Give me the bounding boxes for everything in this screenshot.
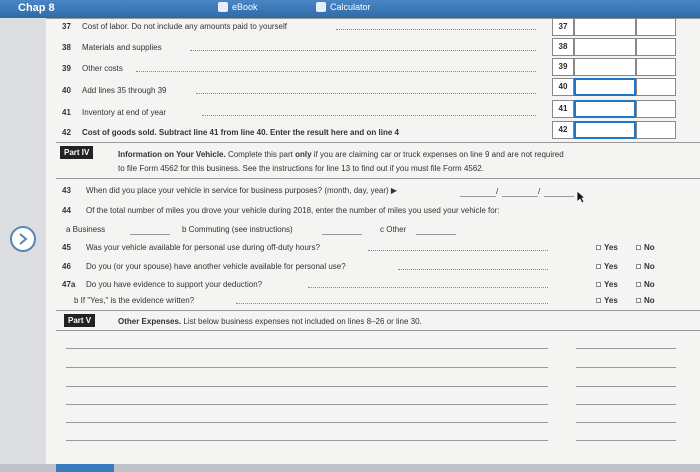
q47b-text: b If "Yes," is the evidence written? [74,296,195,305]
line-40-input[interactable] [574,78,636,96]
part-4-title: Information on Your Vehicle. [118,150,226,159]
bottom-button[interactable] [56,464,114,472]
checkbox-icon[interactable] [596,245,601,250]
q43-text: When did you place your vehicle in service for business purposes? (month, day, year) ▶ [86,186,398,195]
line-37-input[interactable] [574,18,636,36]
q45-no[interactable]: No [636,243,655,252]
part-4-label: Part IV [60,146,93,159]
box-number: 38 [552,38,574,56]
q47a-text: Do you have evidence to support your deduction? [86,280,263,289]
expense-line[interactable] [66,348,548,349]
part-5-title: Other Expenses. [118,317,182,326]
expense-line[interactable] [66,367,548,368]
q47a-no[interactable]: No [636,280,655,289]
q43-month-field[interactable] [460,196,496,197]
q43-year-field[interactable] [544,196,574,197]
line-text: Cost of labor. Do not include any amounts paid to yourself [82,22,288,31]
part-4-desc-b: only [295,150,312,159]
expense-amount-line[interactable] [576,422,676,423]
calculator-tab[interactable] [316,2,371,12]
q44-text: Of the total number of miles you drove your vehicle during 2018, enter the number of miles you used your vehicle for: [86,206,500,215]
line-text: Inventory at end of year [82,108,167,117]
ebook-label: eBook [232,2,258,12]
line-42-input[interactable] [574,121,636,139]
q44c-label: c Other [380,225,407,234]
q44c-other-field[interactable] [416,234,456,235]
q44a-label: a Business [66,225,106,234]
calculator-label: Calculator [330,2,371,12]
expense-amount-line[interactable] [576,386,676,387]
chapter-title: Chap 8 [18,2,55,14]
q44b-commuting-field[interactable] [322,234,362,235]
expense-amount-line[interactable] [576,440,676,441]
expense-line[interactable] [66,386,548,387]
line-text: Add lines 35 through 39 [82,86,167,95]
checkbox-icon[interactable] [636,264,641,269]
checkbox-icon[interactable] [636,245,641,250]
chevron-right-icon [18,233,28,245]
checkbox-icon[interactable] [596,264,601,269]
line-number: 37 [62,22,71,31]
q43-number: 43 [62,186,71,195]
line-41-cents[interactable] [636,100,676,118]
q46-no[interactable]: No [636,262,655,271]
q44b-label: b Commuting (see instructions) [182,225,293,234]
q46-number: 46 [62,262,71,271]
q46-text: Do you (or your spouse) have another vehicle available for personal use? [86,262,346,271]
checkbox-icon[interactable] [636,298,641,303]
part-5-label: Part V [64,314,95,327]
box-number: 42 [552,121,574,139]
line-number: 41 [62,108,71,117]
bottom-bar [0,464,700,472]
ebook-tab[interactable] [218,2,258,12]
q45-yes[interactable]: Yes [596,243,618,252]
part-5-header [118,317,422,326]
expense-amount-line[interactable] [576,367,676,368]
expense-line[interactable] [66,440,548,441]
line-40-cents[interactable] [636,78,676,96]
box-number: 37 [552,18,574,36]
form-paper: 37 Cost of labor. Do not include any amounts paid to yourself 37 38 Materials and supplies 38 39 Other costs 39 40 Add lines 35 through 39 40 41 Inventory at end of year 41 42 Cost of goods sold. Subtract line 41 from line 40. Enter the result here and on line 4 42 Part IV Information on Your Vehicle. Complete this part only if you are claiming car or truck expenses on line 9 and are not required to file Form 4562 for this business. See the instructions for line 13 to find out if you must file Form 4562. 43 When did you place your vehicle in service for business purposes? (month, day, year) ▶ / / 44 Of the total number of miles you drove your vehicle during 2018, enter the number of miles you used your vehicle for: a Business b Commuting (see instructions) c Other 45 Was your vehicle available for personal use during off-duty hours? Yes No 46 Do you (or your spouse) have another vehicle available for personal use? Yes No 47a Do you have evidence to support your deduction? Yes No b If "Yes," is the evidence written? Yes No Part V Other Expenses. List below business expenses not included on lines 8–26 or line 30. [46,18,700,464]
checkbox-icon[interactable] [636,282,641,287]
calculator-icon [316,2,326,12]
q47b-no[interactable]: No [636,296,655,305]
line-number: 42 [62,128,71,137]
part-4-desc-2: to file Form 4562 for this business. See the instructions for line 13 to find out if you must file Form 4562. [118,164,484,173]
expense-amount-line[interactable] [576,404,676,405]
line-number: 40 [62,86,71,95]
next-page-button[interactable] [10,226,36,252]
part-4-desc-c: if you are claiming car or truck expenses on line 9 and are not required [311,150,564,159]
line-42-cents[interactable] [636,121,676,139]
line-37-cents[interactable] [636,18,676,36]
q44-number: 44 [62,206,71,215]
expense-amount-line[interactable] [576,348,676,349]
top-bar [0,0,700,18]
line-text: Cost of goods sold. Subtract line 41 from line 40. Enter the result here and on line 4 [82,128,399,137]
line-39-cents[interactable] [636,58,676,76]
line-number: 38 [62,43,71,52]
line-38-cents[interactable] [636,38,676,56]
line-39-input[interactable] [574,58,636,76]
line-text: Materials and supplies [82,43,162,52]
line-38-input[interactable] [574,38,636,56]
q43-day-field[interactable] [502,196,538,197]
box-number: 41 [552,100,574,118]
q45-text: Was your vehicle available for personal use during off-duty hours? [86,243,320,252]
part-5-desc: List below business expenses not included on lines 8–26 or line 30. [183,317,422,326]
q44a-business-field[interactable] [130,234,170,235]
checkbox-icon[interactable] [596,282,601,287]
q47b-yes[interactable]: Yes [596,296,618,305]
box-number: 40 [552,78,574,96]
q46-yes[interactable]: Yes [596,262,618,271]
line-number: 39 [62,64,71,73]
mouse-cursor-icon [576,190,586,204]
expense-line[interactable] [66,422,548,423]
line-41-input[interactable] [574,100,636,118]
ebook-icon [218,2,228,12]
line-text: Other costs [82,64,123,73]
part-4-header [118,150,696,159]
q45-number: 45 [62,243,71,252]
checkbox-icon[interactable] [596,298,601,303]
expense-line[interactable] [66,404,548,405]
box-number: 39 [552,58,574,76]
q47a-yes[interactable]: Yes [596,280,618,289]
q47a-number: 47a [62,280,76,289]
part-4-desc-a: Complete this part [227,150,296,159]
